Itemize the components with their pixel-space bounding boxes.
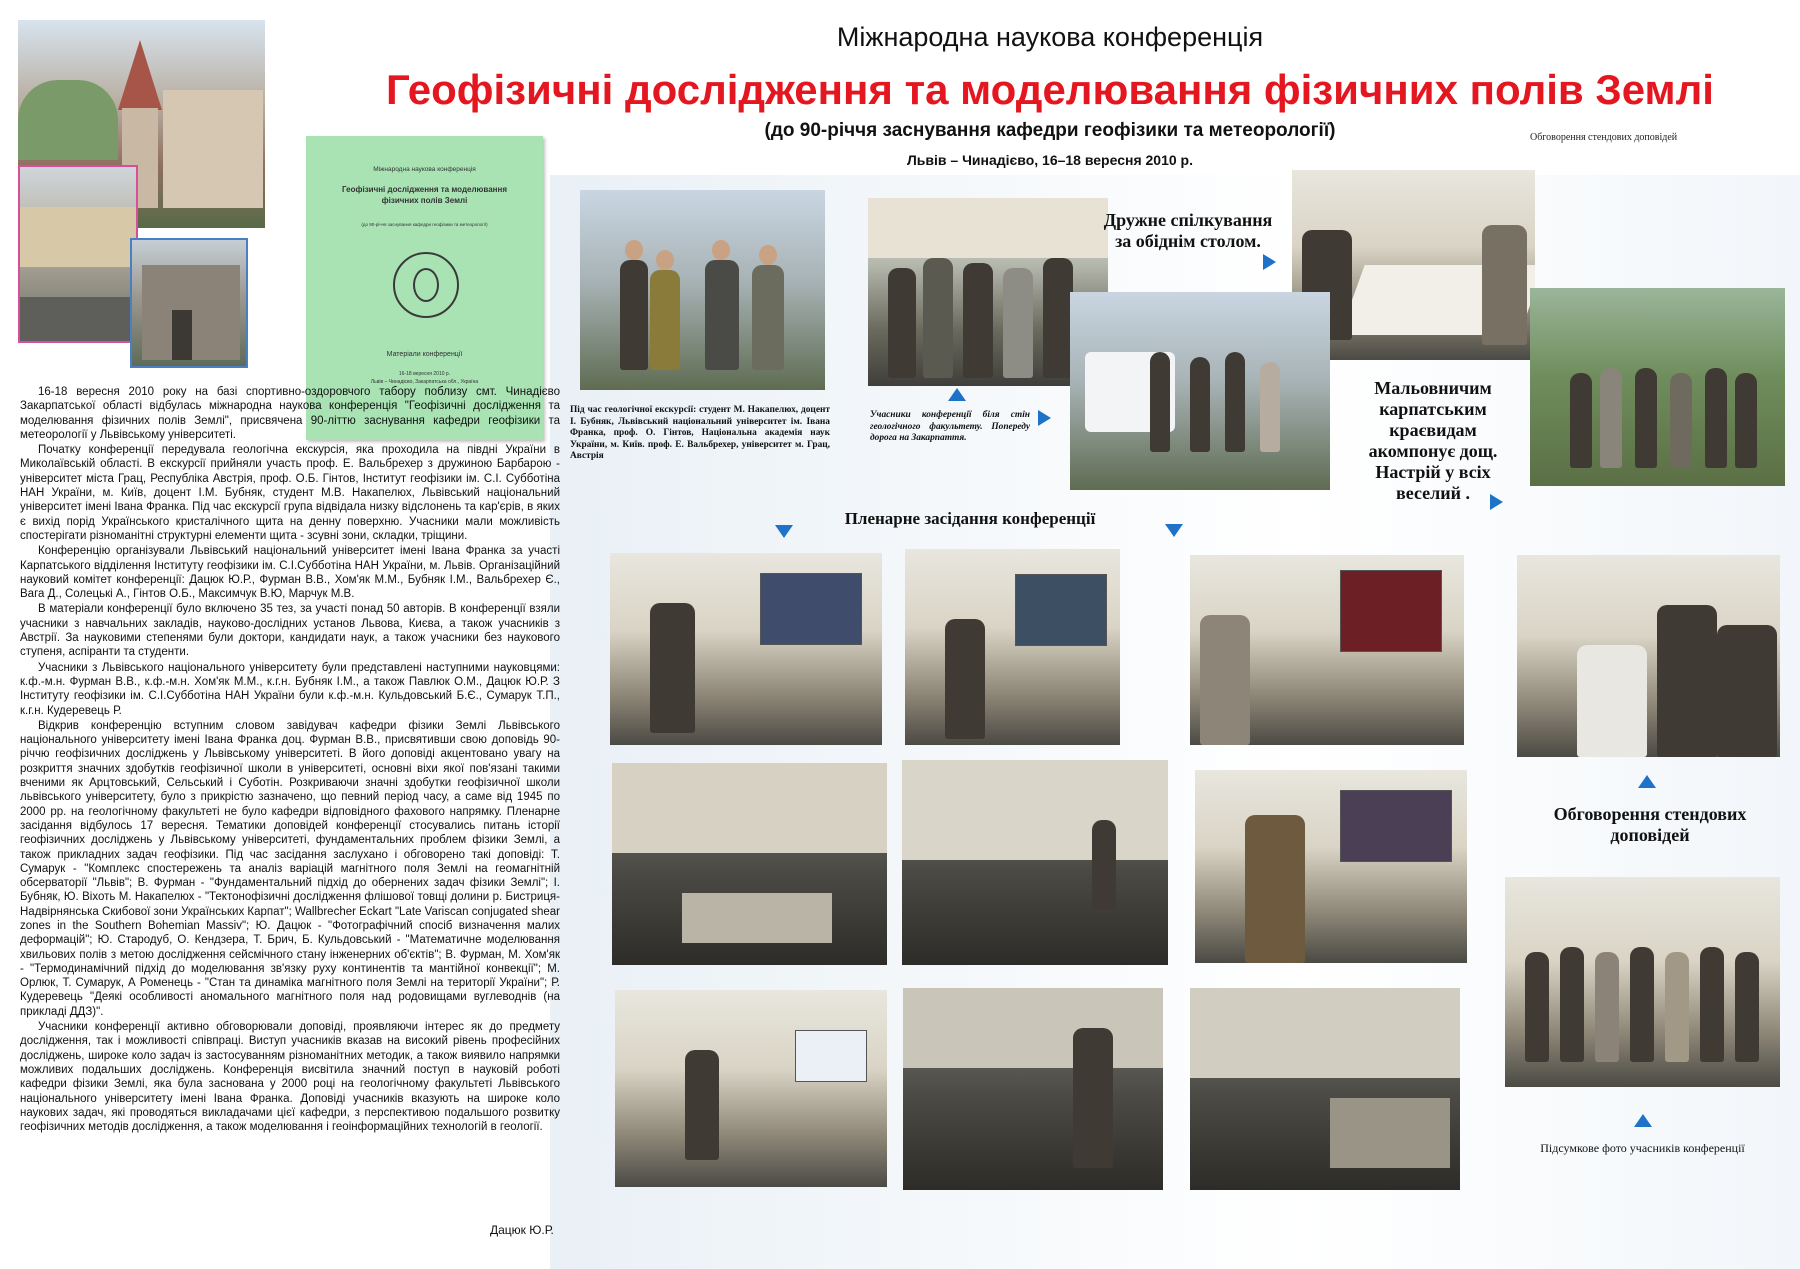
header-title: Геофізичні дослідження та моделювання фізичних полів Землі — [386, 66, 1714, 113]
caption-final: Підсумкове фото учасників конференції — [1540, 1141, 1745, 1155]
caption-participants: Учасники конференції біля стін геологічного факультету. Попереду дорога на Закарпаття. — [870, 410, 1030, 443]
arrow-down-icon — [1165, 524, 1183, 537]
caption-carpathian: Мальовничим карпатським краєвидам акомпонує дощ. Настрій у всіх веселий . — [1368, 378, 1498, 503]
arrow-right-icon — [1263, 254, 1276, 270]
book-place: Львів – Чинадієво, Закарпатська обл., Україна — [370, 379, 479, 385]
book-materials: Матеріали конференції — [386, 351, 463, 358]
photo-stone-building — [130, 238, 248, 368]
arrow-up-icon — [1634, 1114, 1652, 1127]
caption-poster: Обговорення стендових доповідей — [1553, 804, 1747, 845]
header-subtitle: (до 90-річчя заснування кафедри геофізики та метеорології) — [764, 120, 1336, 141]
photo-plenary-7 — [615, 990, 887, 1187]
book-title: Геофізичні дослідження та моделювання фізичних полів Землі — [342, 185, 507, 205]
photo-carpathian-group — [1530, 288, 1785, 486]
article-paragraph: Початку конференції передувала геологічна екскурсія, яка проходила на півдні України в Миколаївській області. В екскурсії прийняли участь проф. Е. Вальбрехер з дружиною Барбарою - університет міста Грац, Республіка Австрія, проф. О.Б. Гінтов, Інститут геофізики ім. С.І. Субботіна НАН України, м. Київ, доцент І.М. Бубняк, студент М.В. Накапелюх, Львівський національний університет імені Івана Франка. Під час екскурсії група відвідала низку відслонень та кар'єрів, в яких є вихід порід Українського кристалічного щита на денну поверхню. Учасники мали можливість спостерігати різноманітні структурні елементи щита - зсувні зони, складки, тріщини. — [20, 444, 560, 542]
photo-plenary-8 — [903, 988, 1163, 1190]
photo-plenary-2 — [905, 549, 1120, 745]
photo-plenary-3 — [1190, 555, 1464, 745]
header-dates: Львів – Чинадієво, 16–18 вересня 2010 р. — [906, 152, 1193, 168]
caption-plenary: Пленарне засідання конференції — [844, 509, 1096, 528]
article-paragraph: Учасники з Львівського національного університету були представлені наступними науковцями: к.ф.-м.н. Фурман В.В., к.ф.-м.н. Хом'як М.М., к.г.н. Бубняк І.М., а також Павлюк О.М., Дацюк Ю.Р. З Інституту геофізики ім. С.І.Субботіна НАН України були к.ф.-м.н. Кульдовський Б.Є., Сумарук Т.П., к.г.н. Кудеревець Р. — [20, 661, 560, 717]
article-signature: Дацюк Ю.Р. — [490, 1223, 554, 1237]
photo-excursion — [580, 190, 825, 390]
photo-plenary-6 — [1195, 770, 1467, 963]
header — [386, 0, 1714, 175]
photo-plenary-9 — [1190, 988, 1460, 1190]
photo-street — [18, 165, 138, 343]
header-corner-note: Обговорення стендових доповідей — [1530, 132, 1678, 143]
book-emblem — [393, 252, 459, 318]
arrow-down-icon — [775, 525, 793, 538]
photo-plenary-5 — [902, 760, 1168, 965]
photo-final-group — [1505, 877, 1780, 1087]
arrow-right-icon — [1490, 494, 1503, 510]
article-paragraph: В матеріали конференції було включено 35 тез, за участі понад 50 авторів. В конференції взяли учасники з навчальних закладів, науково-дослідних установ Львова, Києва, а також учасників з Австрії. За науковими степенями були доктори, кандидати наук, а також учасники без наукового ступеня, аспіранти та студенти. — [20, 603, 560, 659]
article-text — [20, 385, 560, 1135]
article-paragraph: 16-18 вересня 2010 року на базі спортивно-оздоровчого табору поблизу смт. Чинадієво Закарпатської області відбулась міжнародна наукова конференція "Геофізичні дослідження та моделювання фізичних полів Землі", присвячена 90-літтю заснування кафедри геофізики та метеорології у Львівському університеті. — [20, 386, 560, 441]
photo-bus-group — [1070, 292, 1330, 490]
photo-plenary-1 — [610, 553, 882, 745]
arrow-right-icon — [1038, 410, 1051, 426]
caption-excursion: Під час геологічної екскурсії: студент М. Накапелюх, доцент І. Бубняк, Львівський національний університет ім. Івана Франка, проф. О. Гінтов, Національна академія наук України, м. Київ. проф. Е. Вальбрехер, університет м. Грац, Австрія — [570, 405, 830, 461]
article-paragraph: Учасники конференції активно обговорювали доповіді, проявляючи інтерес як до предмету дослідження, так і можливості співпраці. Виступ учасників вказав на високий рівень професійних досліджень, широке коло задач із застосуванням різноманітних методик, а також виявило напрямки можливих подальших досліджень. Конференція висвітила значний поступ в науковій роботі кафедри фізики Землі, яка була заснована у 2000 році на геологічному факультеті Львівського національного університету імені Івана Франка. Доповіді учасників вказують на широке коло наукових задач, які проводяться викладачами цієї кафедри, з перспективою подальшого розвитку геофізичних методів дослідження, а також моделювання і геоінформаційних технологій в геології. — [20, 1021, 560, 1134]
photo-plenary-4 — [612, 763, 887, 965]
book-kicker: Міжнародна наукова конференція — [373, 166, 476, 173]
caption-table: Дружне спілкування за обіднім столом. — [1103, 210, 1273, 251]
article-paragraph: Конференцію організували Львівський національний університет імені Івана Франка за участі Карпатського відділення Інституту геофізики ім. С.І.Субботіна НАН України, м. Львів. Організаційний науковий комітет конференції: Дацюк Ю.Р., Фурман В.В., Хом'як М.М., Бубняк І.М., Вальбрехер Є., Вага Д., Солецькі А., Гінтов О.Б., Максимчук В.Ю, Марчук М.В. — [20, 545, 560, 601]
article-paragraph: Відкрив конференцію вступним словом завідувач кафедри фізики Землі Львівського національного університету імені Івана Франка доц. Фурман В.В., присвятивши свою доповідь 90-річчю геофізичних досліджень у Львівському університеті. В його доповіді акцентовано увагу на розкриття значних здобутків геофізичної школи в університеті, основні віхи якої пов'язані такими вченими як Арцтовський, Сельський і Суботін. Розкриваючи значні здобутки геофізичної школи львівського університету, було з прикрістю зазначено, що певний період часу, а саме від 1945 по 2000 рр. на геологічному факультеті не було кафедри відповідного фахового напрямку. Пленарне засідання відбулось 17 вересня. Тематики доповідей конференції стосувались питань історії геофізичних досліджень у Львівському університеті, фундаментальних проблем фізики Землі, а також прикладних задач геофізики. Під час засідання заслухано і обговорено такі доповіді: Т. Сумарук - "Комплекс спостережень та аналіз варіацій магнітного поля Землі на геомагнітній обсерваторії "Львів"; В. Фурман - "Фундаментальний підхід до обернених задач фізики Землі"; І. Бубняк, Ю. Віхоть М. Накапелюх - "Тектонофізичні дослідження флішової товщі долини р. Бистриця-Надвірнянська Скибової зони Українських Карпат"; Wallbrecher Eckart "Late Variscan conjugated shear zones in the Southern Bohemian Massiv"; Ю. Дацюк - "Фотографічний спосіб визначення малих деформацій"; Ю. Стародуб, О. Кендзера, Т. Брич, Б. Кульдовський - "Математичне моделювання хвильових полів з метою дослідження сейсмічного стану інженерних об'єктів"; В. Фурман, М. Хом'як - "Термодинамічний підхід до моделювання зв'язку руху континентів та мантійної конвекції"; М. Орлюк, Т. Сумарук, А Роменець - "Стан та динаміка магнітного поля Землі на території України"; Р. Кудеревець "Деякі особливості аномального магнітного поля над родовищами вуглеводнів (на прикладі ДДЗ)". — [20, 719, 560, 1018]
book-dates: 16-18 вересня 2010 р. — [398, 371, 451, 377]
header-kicker: Міжнародна наукова конференція — [836, 22, 1264, 52]
book-subtitle: (до 90-річчя заснування кафедри геофізики та метеорології) — [361, 222, 488, 227]
arrow-up-icon — [948, 388, 966, 401]
photo-poster-1 — [1517, 555, 1780, 757]
arrow-up-icon — [1638, 775, 1656, 788]
